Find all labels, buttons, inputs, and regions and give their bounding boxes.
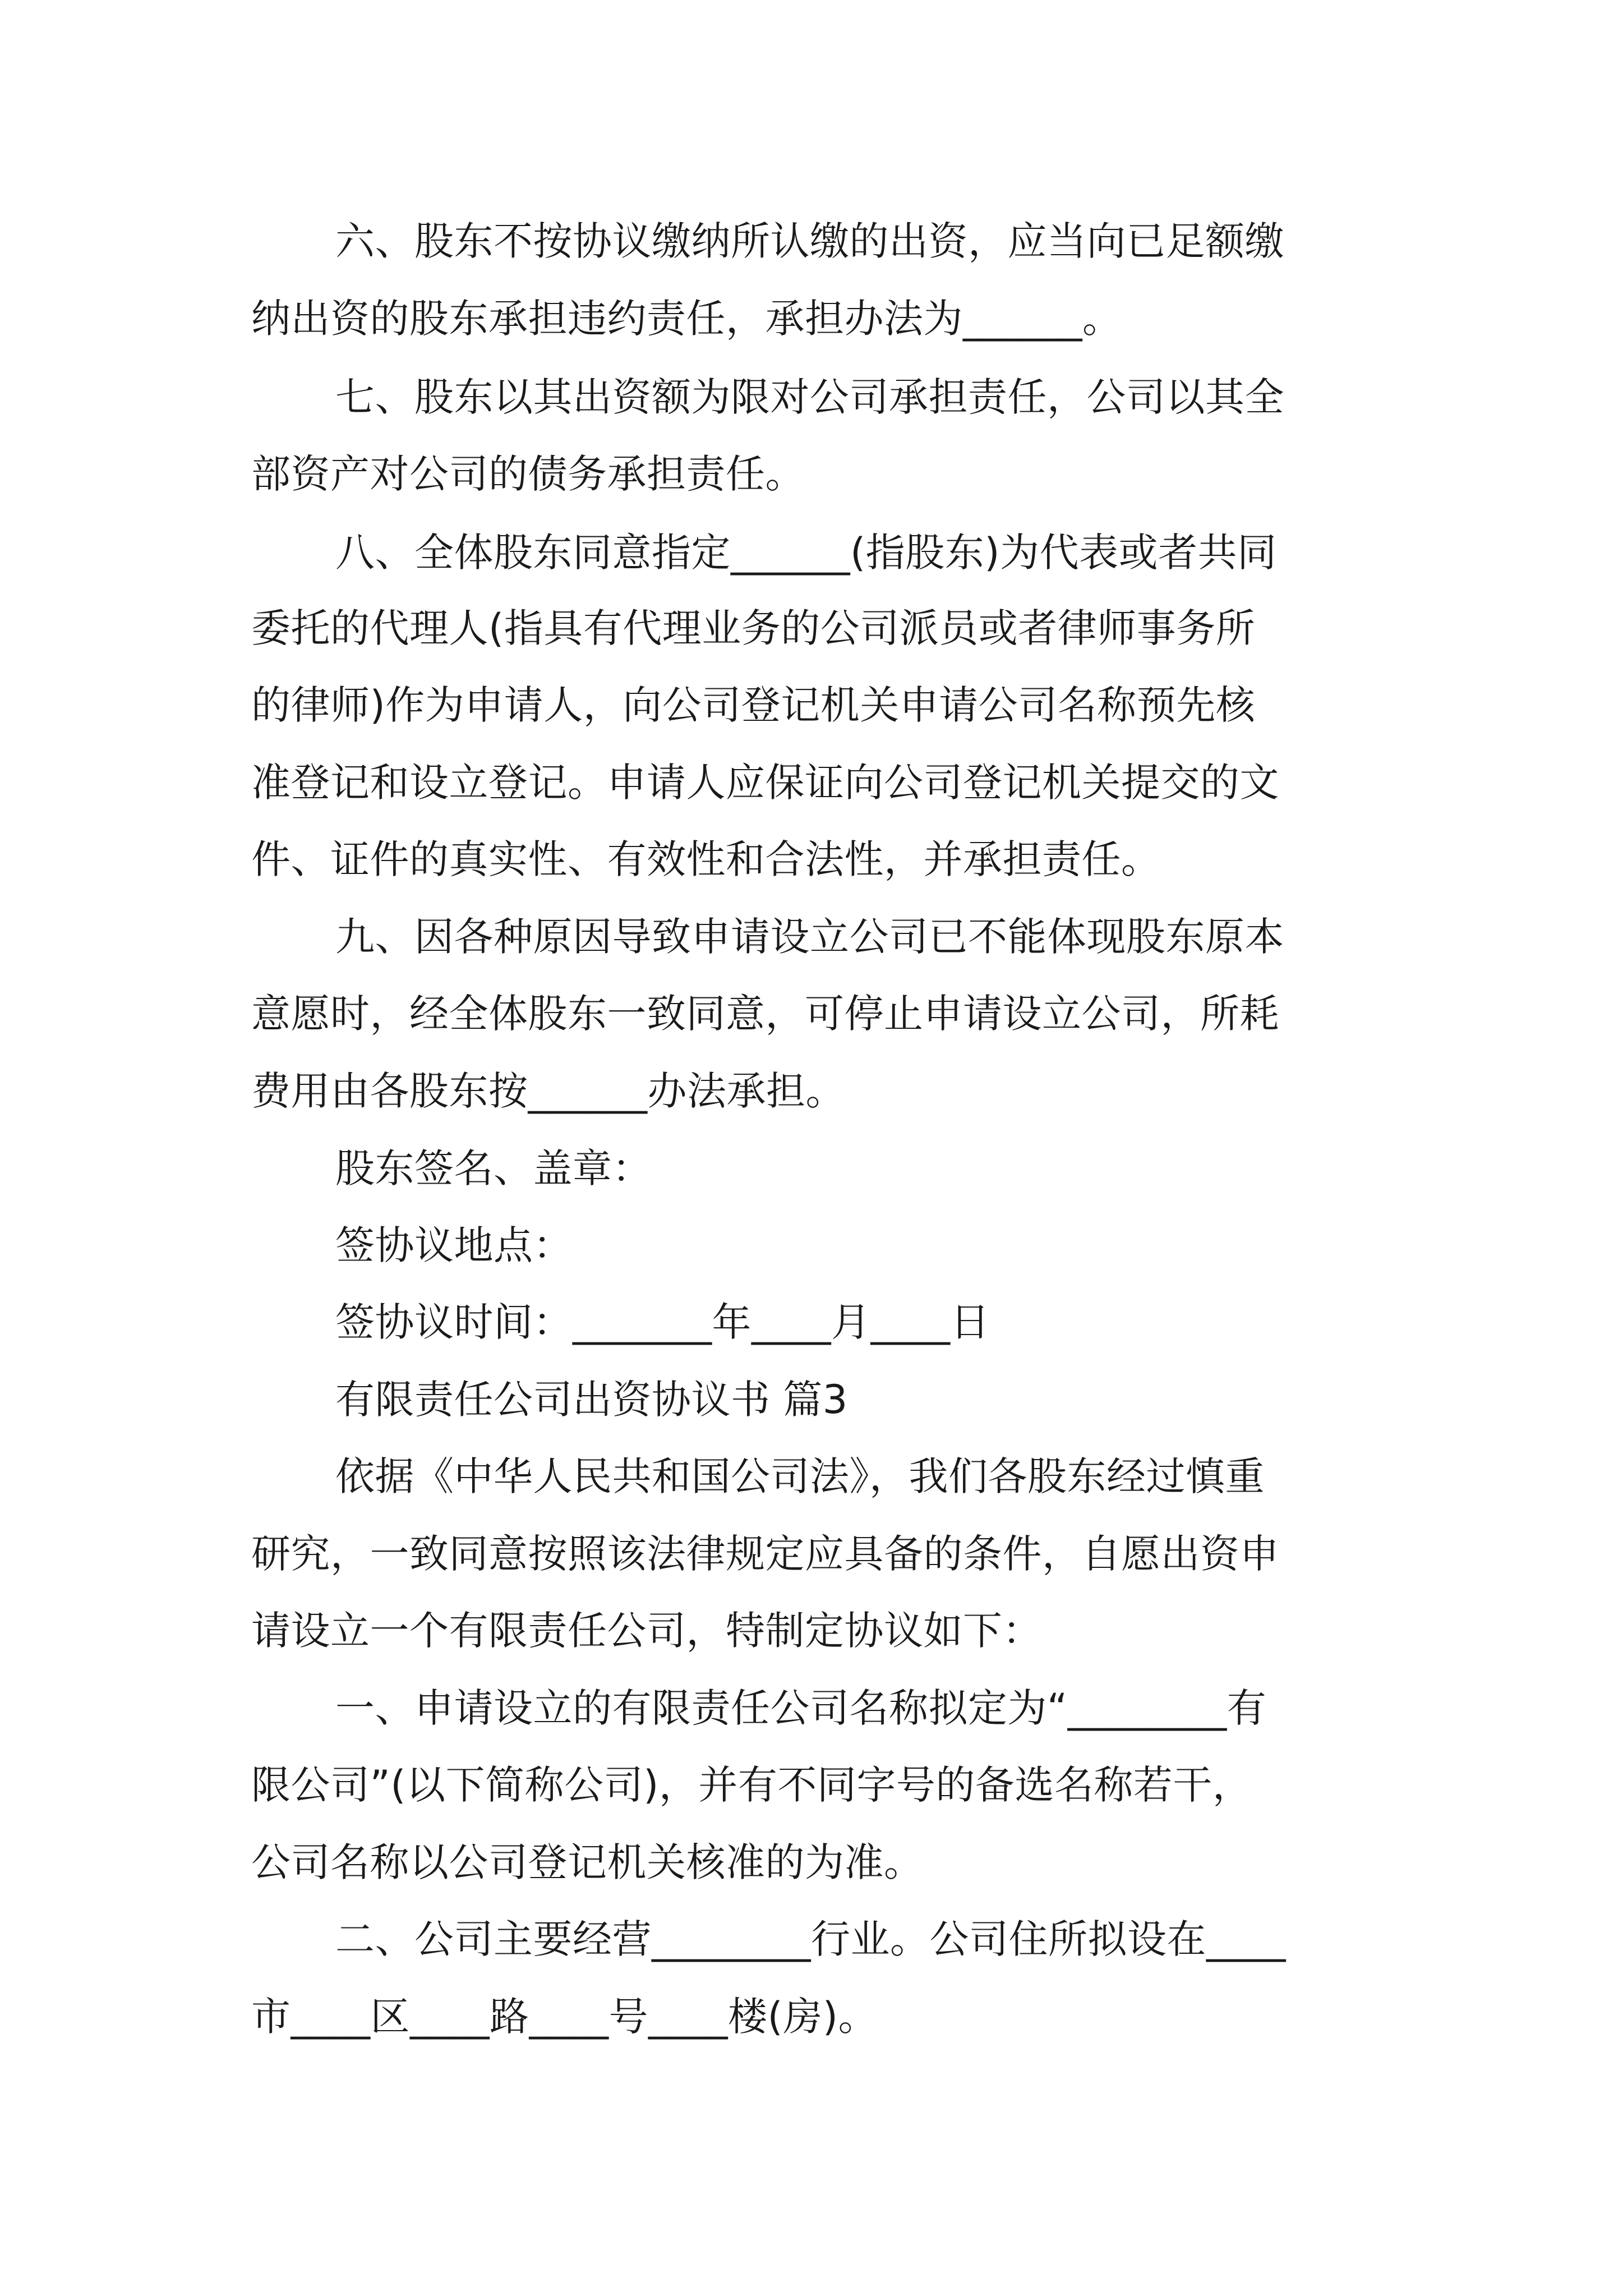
clause-2-line-2: 市____区____路____号____楼(房)。 — [251, 1994, 878, 2040]
paragraph-8-line-1: 八、全体股东同意指定______(指股东)为代表或者共同 — [335, 530, 1277, 576]
paragraph-6-line-2: 纳出资的股东承担违约责任，承担办法为______。 — [251, 296, 1122, 342]
intro-line-2: 研究，一致同意按照该法律规定应具备的条件，自愿出资申 — [251, 1531, 1279, 1577]
paragraph-9-line-3: 费用由各股东按______办法承担。 — [251, 1068, 845, 1114]
paragraph-7-line-1: 七、股东以其出资额为限对公司承担责任，公司以其全 — [335, 374, 1284, 420]
paragraph-6-line-1: 六、股东不按协议缴纳所认缴的出资，应当向已足额缴 — [335, 218, 1284, 264]
section-title: 有限责任公司出资协议书 篇3 — [335, 1377, 848, 1423]
paragraph-9-line-2: 意愿时，经全体股东一致同意，可停止申请设立公司，所耗 — [251, 991, 1279, 1037]
paragraph-9-line-1: 九、因各种原因导致申请设立公司已不能体现股东原本 — [335, 914, 1284, 960]
paragraph-8-line-5: 件、证件的真实性、有效性和合法性，并承担责任。 — [251, 836, 1161, 882]
clause-1-line-1: 一、申请设立的有限责任公司名称拟定为“________有 — [335, 1685, 1267, 1731]
clause-2-line-1: 二、公司主要经营________行业。公司住所拟设在____ — [335, 1916, 1286, 1962]
intro-line-3: 请设立一个有限责任公司，特制定协议如下： — [251, 1608, 1042, 1654]
signature-label: 股东签名、盖章： — [335, 1145, 652, 1191]
place-label: 签协议地点： — [335, 1222, 573, 1268]
paragraph-7-line-2: 部资产对公司的债务承担责任。 — [251, 451, 805, 497]
paragraph-8-line-3: 的律师)作为申请人，向公司登记机关申请公司名称预先核 — [251, 682, 1256, 728]
paragraph-8-line-2: 委托的代理人(指具有代理业务的公司派员或者律师事务所 — [251, 605, 1256, 651]
paragraph-8-line-4: 准登记和设立登记。申请人应保证向公司登记机关提交的文 — [251, 760, 1279, 806]
clause-1-line-2: 限公司”(以下简称公司)，并有不同字号的备选名称若干， — [251, 1762, 1252, 1808]
date-label: 签协议时间：_______年____月____日 — [335, 1299, 990, 1345]
intro-line-1: 依据《中华人民共和国公司法》，我们各股东经过慎重 — [335, 1453, 1265, 1499]
clause-1-line-3: 公司名称以公司登记机关核准的为准。 — [251, 1839, 924, 1885]
